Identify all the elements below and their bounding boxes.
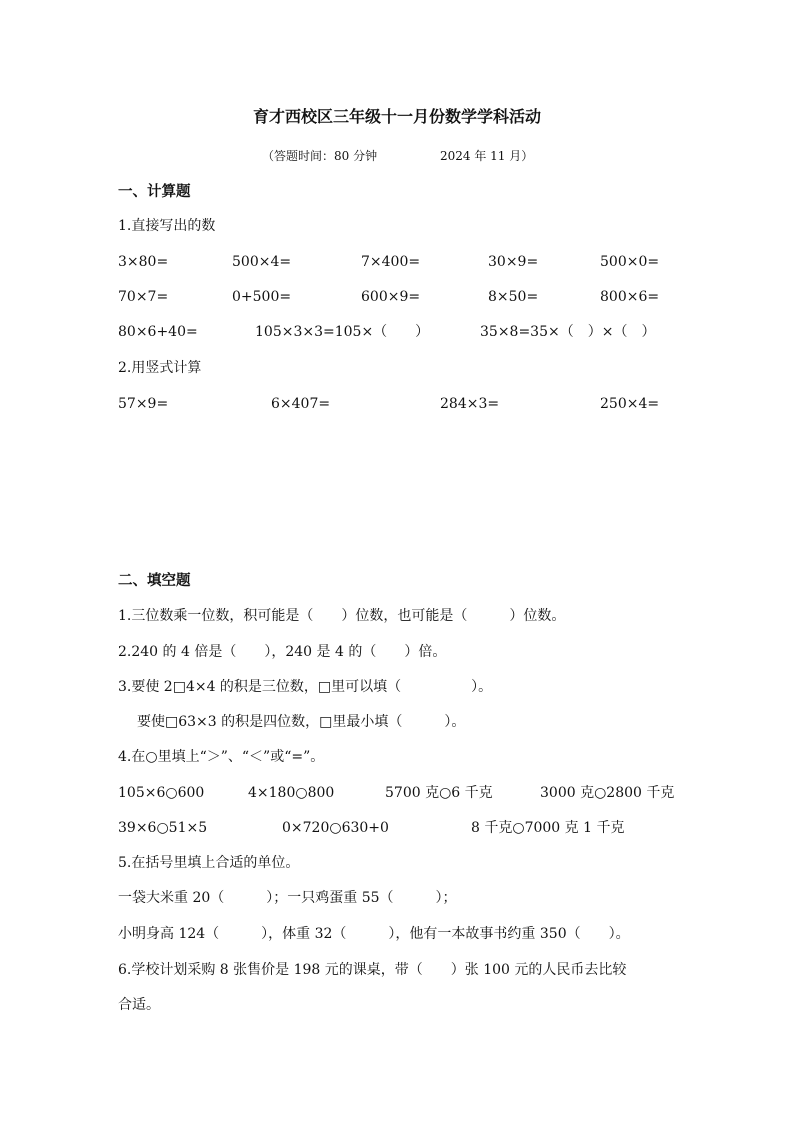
calc-item: 600×9= [361,289,421,305]
calc-item: 80×6+40= [118,324,198,340]
calc-item: 7×400= [361,254,421,270]
calc-item: 35×8=35×（ ）×（ ） [480,324,656,340]
unit-question-line: 小明身高 124（ ），体重 32（ ），他有一本故事书约重 350（ ）。 [118,926,630,942]
compare-item: 8 千克○7000 克 1 千克 [471,820,625,836]
page-title: 育才西校区三年级十一月份数学学科活动 [252,107,541,126]
vertical-calc-item: 57×9= [118,396,169,412]
fill-question-6-continued: 合适。 [118,997,160,1013]
fill-question-6: 6.学校计划采购 8 张售价是 198 元的课桌，带（ ）张 100 元的人民币去比较 [118,962,627,978]
compare-item: 4×180○800 [248,785,335,801]
calc-item: 30×9= [488,254,539,270]
fill-question-1: 1.三位数乘一位数，积可能是（ ）位数，也可能是（ ）位数。 [118,608,566,624]
fill-question-3a: 3.要使 2□4×4 的积是三位数，□里可以填（ ）。 [118,679,493,695]
exam-date: 2024 年 11 月） [440,149,534,163]
calc-item: 3×80= [118,254,169,270]
fill-question-2: 2.240 的 4 倍是（ ），240 是 4 的（ ）倍。 [118,644,447,660]
calc-item: 800×6= [600,289,660,305]
calc-item: 500×4= [232,254,292,270]
vertical-calc-item: 6×407= [271,396,331,412]
unit-question-line: 一袋大米重 20（ ）；一只鸡蛋重 55（ ）； [118,890,457,906]
vertical-calc-item: 250×4= [600,396,660,412]
compare-item: 5700 克○6 千克 [385,785,493,801]
question-title-direct-write: 1.直接写出的数 [118,218,216,234]
section-heading-fill-blank: 二、填空题 [118,572,191,589]
compare-question-title: 4.在○里填上“＞”、“＜”或“=”。 [118,749,325,765]
compare-item: 39×6○51×5 [118,820,208,836]
calc-item: 70×7= [118,289,169,305]
compare-item: 3000 克○2800 千克 [540,785,675,801]
unit-question-title: 5.在括号里填上合适的单位。 [118,855,300,871]
calc-item: 105×3×3=105×（ ） [255,324,430,340]
fill-question-3b: 要使□63×3 的积是四位数，□里最小填（ ）。 [137,714,466,730]
section-heading-calculation: 一、计算题 [118,183,191,200]
question-title-vertical-calc: 2.用竖式计算 [118,360,202,376]
vertical-calc-item: 284×3= [440,396,500,412]
compare-item: 0×720○630+0 [282,820,389,836]
calc-item: 0+500= [232,289,292,305]
compare-item: 105×6○600 [118,785,205,801]
calc-item: 8×50= [488,289,539,305]
answer-time: （答题时间：80 分钟 [262,149,378,163]
calc-item: 500×0= [600,254,660,270]
